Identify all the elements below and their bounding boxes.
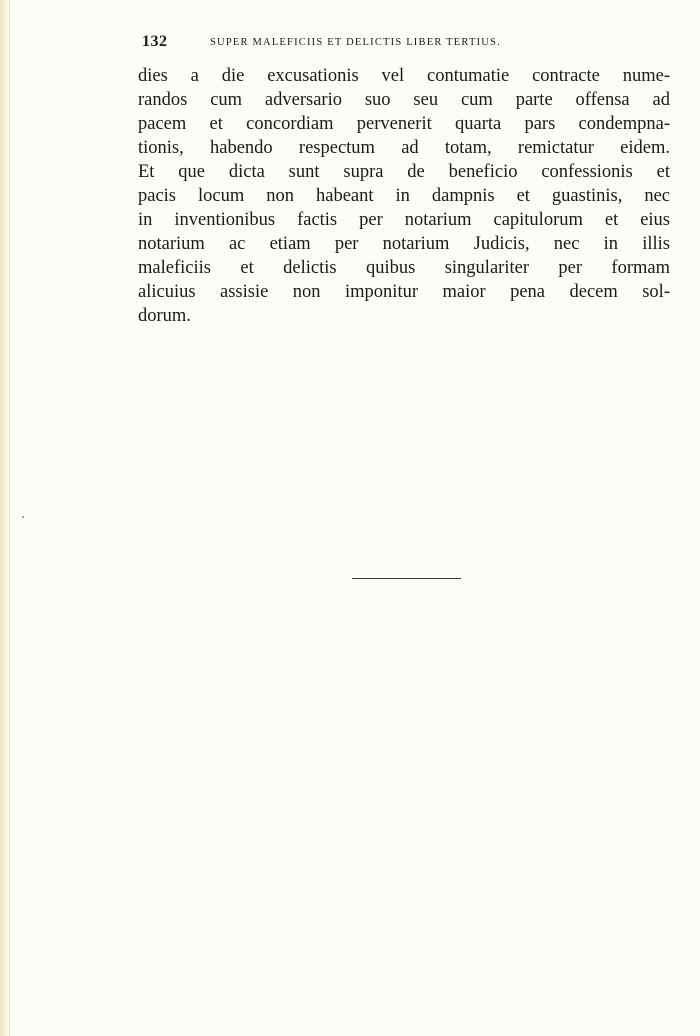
page-number: 132: [142, 33, 168, 50]
text-line: alicuius assisie non imponitur maior pena decem sol-: [138, 282, 670, 302]
text-line: randos cum adversario suo seu cum parte offensa ad: [138, 90, 670, 110]
running-head: SUPER MALEFICIIS ET DELICTIS LIBER TERTIUS.: [210, 37, 501, 48]
text-line: pacem et concordiam pervenerit quarta pars condempna-: [138, 114, 670, 134]
text-line: dies a die excusationis vel contumatie contracte nume-: [138, 66, 670, 86]
page-gutter-line: [9, 0, 10, 1036]
text-line: tionis, habendo respectum ad totam, remictatur eidem.: [138, 138, 670, 158]
text-line: maleficiis et delictis quibus singulariter per formam: [138, 258, 670, 278]
text-line: in inventionibus factis per notarium capitulorum et eius: [138, 210, 670, 230]
page-gutter-edge: [0, 0, 9, 1036]
text-line: notarium ac etiam per notarium Judicis, nec in illis: [138, 234, 670, 254]
paper-speck: [22, 516, 24, 518]
text-line-last: dorum.: [138, 306, 191, 326]
text-line: Et que dicta sunt supra de beneficio confessionis et: [138, 162, 670, 182]
page-header: [142, 33, 672, 53]
end-rule: [352, 578, 461, 579]
text-line: pacis locum non habeant in dampnis et guastinis, nec: [138, 186, 670, 206]
body-text: [138, 64, 670, 328]
